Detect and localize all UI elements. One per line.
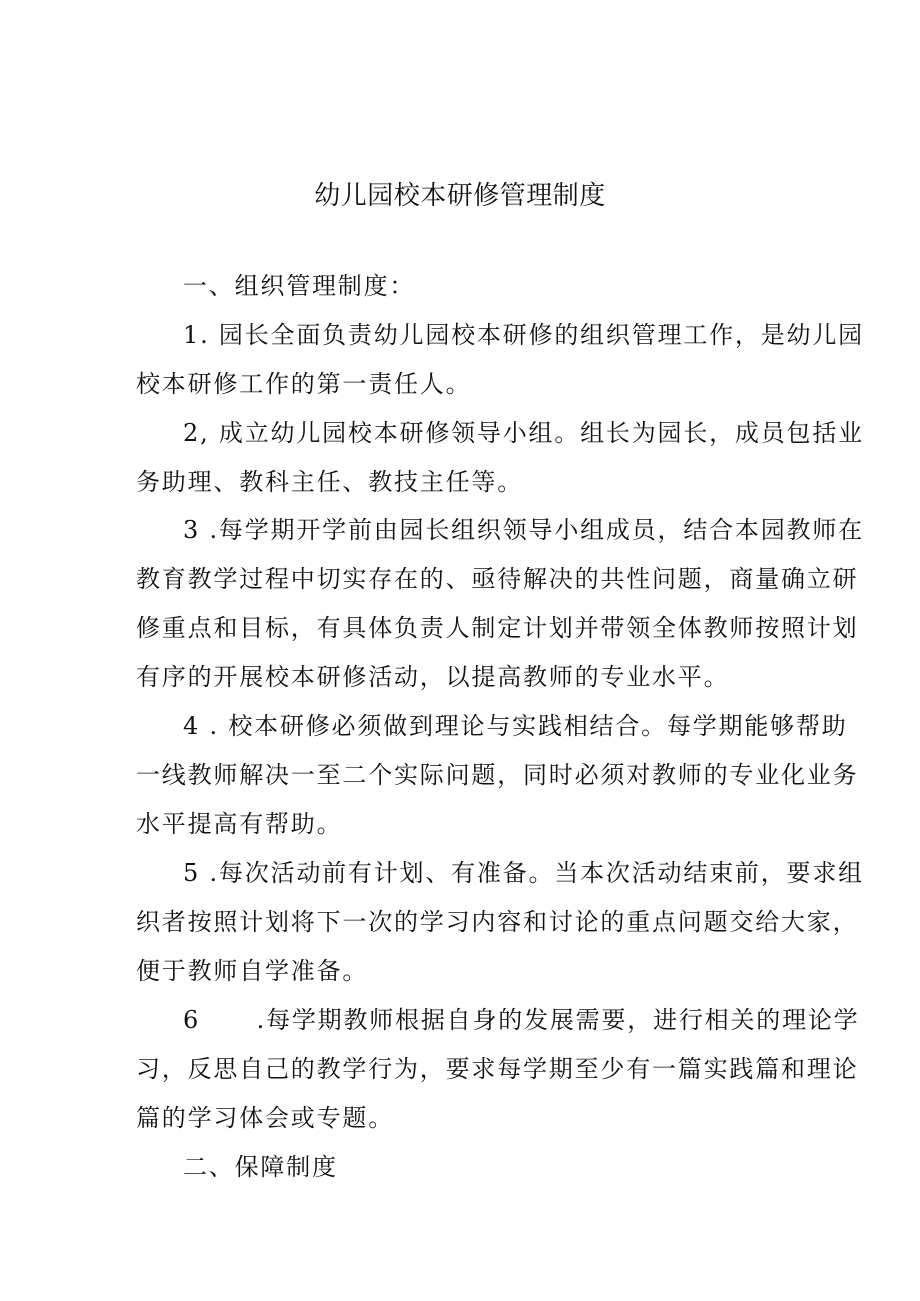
item-6-line-2: 习，反思自己的教学行为，要求每学期至少有一篇实践篇和理论 xyxy=(136,1055,859,1083)
item-4-line-2: 一线教师解决一至二个实际问题，同时必须对教师的专业化业务 xyxy=(136,761,859,789)
item-4-line-3: 水平提高有帮助。 xyxy=(136,810,343,838)
section-heading-1: 一、组织管理制度： xyxy=(183,272,416,300)
item-6-line-3: 篇的学习体会或专题。 xyxy=(136,1104,394,1132)
item-5-line-2: 织者按照计划将下一次的学习内容和讨论的重点问题交给大家， xyxy=(136,908,859,936)
item-2-line-2: 务助理、教科主任、教技主任等。 xyxy=(136,468,523,496)
item-3-line-3: 修重点和目标，有具体负责人制定计划并带领全体教师按照计划 xyxy=(136,614,859,642)
item-3-line-4: 有序的开展校本研修活动，以提高教师的专业水平。 xyxy=(136,663,730,691)
item-4-line-1: 4 . 校本研修必须做到理论与实践相结合。每学期能够帮助 xyxy=(183,712,848,740)
item-5-line-1: 5 .每次活动前有计划、有准备。当本次活动结束前，要求组 xyxy=(183,859,864,887)
document-title: 幼儿园校本研修管理制度 xyxy=(314,181,606,211)
section-heading-2: 二、保障制度 xyxy=(183,1153,338,1181)
item-1-line-2: 校本研修工作的第一责任人。 xyxy=(136,370,472,398)
item-5-line-3: 便于教师自学准备。 xyxy=(136,957,369,985)
item-3-line-2: 教育教学过程中切实存在的、亟待解决的共性问题，商量确立研 xyxy=(136,565,859,593)
item-2-line-1: 2, 成立幼儿园校本研修领导小组。组长为园长，成员包括业 xyxy=(183,419,864,447)
item-3-line-1: 3 .每学期开学前由园长组织领导小组成员，结合本园教师在 xyxy=(183,516,864,544)
item-6-line-1: 6 .每学期教师根据自身的发展需要，进行相关的理论学 xyxy=(183,1006,860,1034)
item-1-line-1: 1. 园长全面负责幼儿园校本研修的组织管理工作，是幼儿园 xyxy=(183,321,864,349)
